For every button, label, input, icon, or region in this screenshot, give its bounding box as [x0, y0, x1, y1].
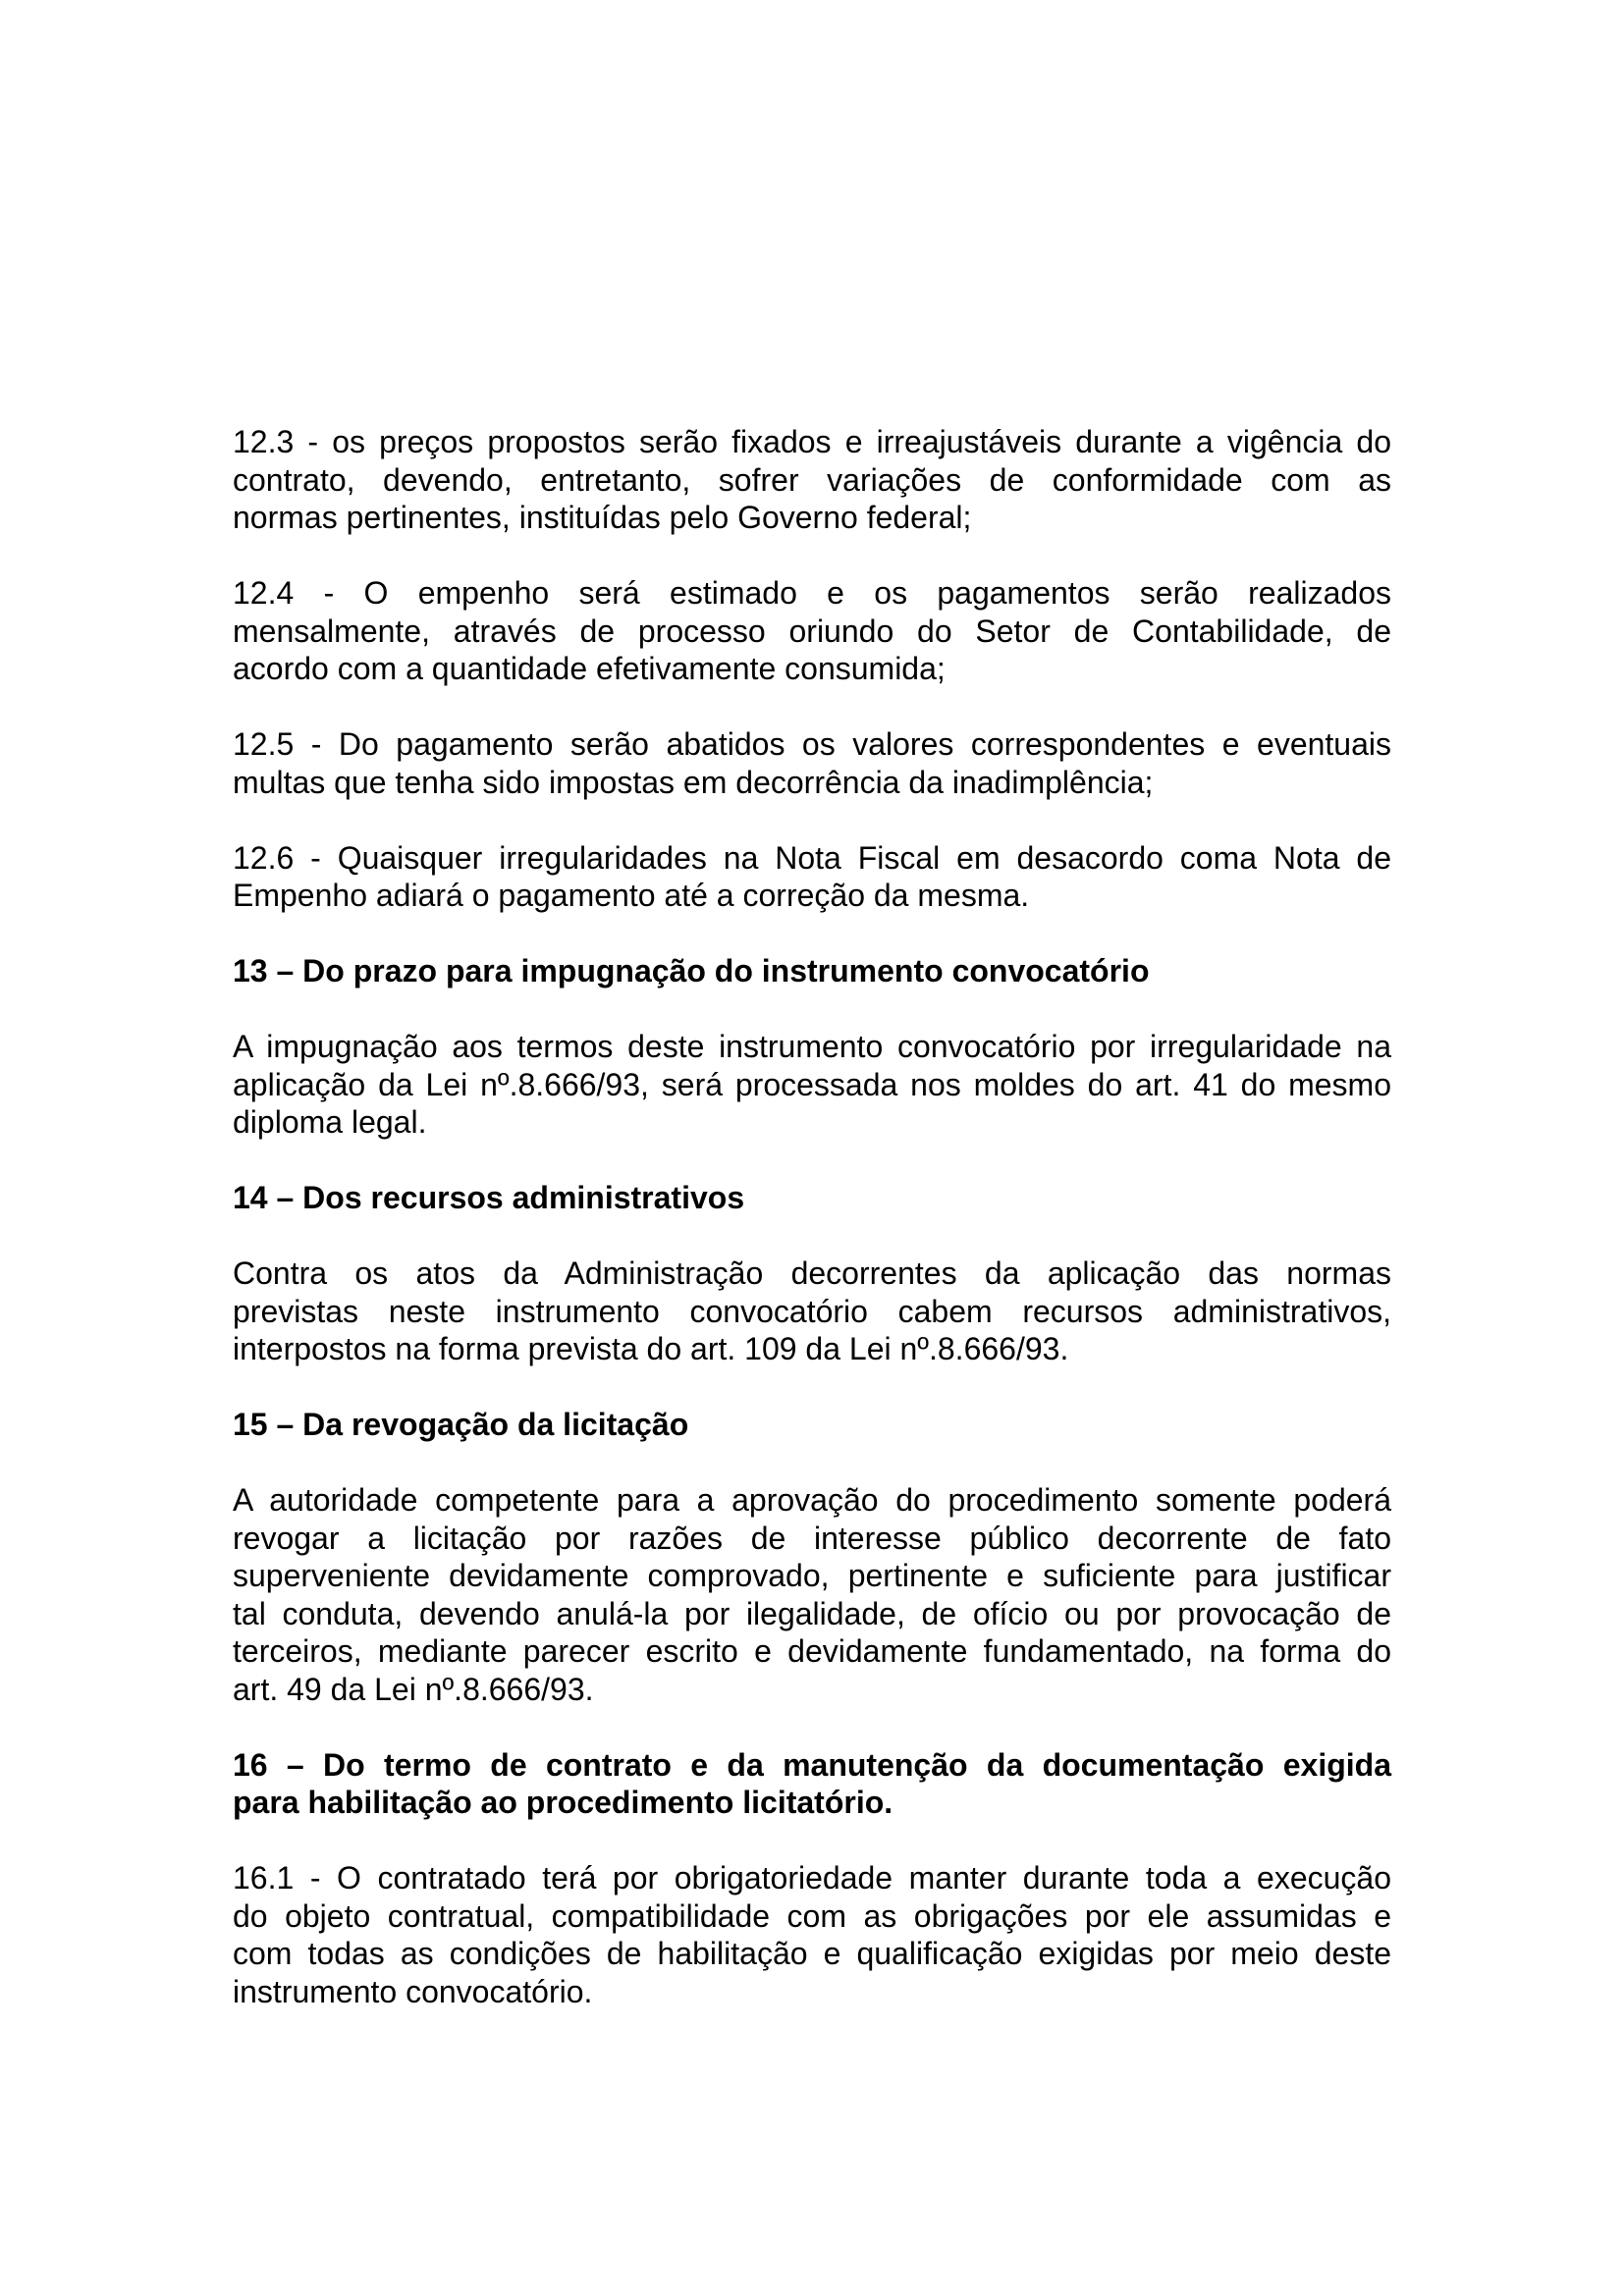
clause-12-3	[233, 423, 1391, 537]
heading-16	[233, 1746, 1391, 1822]
clause-12-3-line-3: normas pertinentes, instituídas pelo Governo federal;	[233, 500, 972, 535]
heading-16-line-2: para habilitação ao procedimento licitatório.	[233, 1785, 893, 1820]
heading-16-line-1: 16 – Do termo de contrato e da manutenção da documentação exigida	[233, 1746, 1391, 1783]
clause-12-4-line-2: mensalmente, através de processo oriundo do Setor de Contabilidade, de	[233, 613, 1391, 649]
heading-13-line-1: 13 – Do prazo para impugnação do instrumento convocatório	[233, 953, 1150, 988]
clause-12-4-line-1: 12.4 - O empenho será estimado e os pagamentos serão realizados	[233, 575, 1391, 611]
clause-16-1	[233, 1859, 1391, 2010]
paragraph-13-body	[233, 1028, 1391, 1142]
heading-14-line-1: 14 – Dos recursos administrativos	[233, 1180, 745, 1215]
clause-12-6-line-2: Empenho adiará o pagamento até a correção da mesma.	[233, 878, 1030, 913]
paragraph-13-body-line-3: diploma legal.	[233, 1104, 427, 1140]
heading-13	[233, 952, 1391, 990]
clause-12-5	[233, 725, 1391, 801]
clause-12-6-line-1: 12.6 - Quaisquer irregularidades na Nota Fiscal em desacordo coma Nota de	[233, 839, 1391, 876]
clause-16-1-line-1: 16.1 - O contratado terá por obrigatoriedade manter durante toda a execução	[233, 1860, 1391, 1896]
paragraph-15-body-line-3: superveniente devidamente comprovado, pertinente e suficiente para justificar	[233, 1558, 1391, 1593]
paragraph-15-body-line-6: art. 49 da Lei nº.8.666/93.	[233, 1671, 594, 1707]
paragraph-15-body-line-2: revogar a licitação por razões de interesse público decorrente de fato	[233, 1520, 1391, 1556]
clause-12-4-line-3: acordo com a quantidade efetivamente consumida;	[233, 651, 946, 686]
heading-14	[233, 1179, 1391, 1217]
clause-12-3-line-2: contrato, devendo, entretanto, sofrer variações de conformidade com as	[233, 461, 1391, 498]
paragraph-14-body-line-3: interpostos na forma prevista do art. 109 da Lei nº.8.666/93.	[233, 1331, 1069, 1366]
clause-16-1-line-2: do objeto contratual, compatibilidade com as obrigações por ele assumidas e	[233, 1897, 1391, 1934]
paragraph-14-body-line-2: previstas neste instrumento convocatório cabem recursos administrativos,	[233, 1293, 1391, 1329]
paragraph-14-body	[233, 1255, 1391, 1368]
paragraph-15-body	[233, 1481, 1391, 1708]
paragraph-15-body-line-1: A autoridade competente para a aprovação do procedimento somente poderá	[233, 1482, 1391, 1518]
paragraph-15-body-line-5: terceiros, mediante parecer escrito e devidamente fundamentado, na forma do	[233, 1633, 1391, 1669]
clause-16-1-line-4: instrumento convocatório.	[233, 1973, 593, 2009]
paragraph-13-body-line-2: aplicação da Lei nº.8.666/93, será processada nos moldes do art. 41 do mesmo	[233, 1066, 1391, 1102]
clause-12-5-line-2: multas que tenha sido impostas em decorrência da inadimplência;	[233, 764, 1154, 800]
document-text	[233, 423, 1391, 2049]
heading-15-line-1: 15 – Da revogação da licitação	[233, 1407, 689, 1442]
paragraph-14-body-line-1: Contra os atos da Administração decorrentes da aplicação das normas	[233, 1255, 1391, 1291]
paragraph-15-body-line-4: tal conduta, devendo anulá-la por ilegalidade, de ofício ou por provocação de	[233, 1595, 1391, 1631]
clause-12-4	[233, 574, 1391, 688]
clause-12-3-line-1: 12.3 - os preços propostos serão fixados e irreajustáveis durante a vigência do	[233, 424, 1391, 459]
heading-15	[233, 1406, 1391, 1444]
clause-12-6	[233, 839, 1391, 915]
clause-16-1-line-3: com todas as condições de habilitação e qualificação exigidas por meio deste	[233, 1936, 1391, 1971]
paragraph-13-body-line-1: A impugnação aos termos deste instrumento convocatório por irregularidade na	[233, 1029, 1391, 1064]
clause-12-5-line-1: 12.5 - Do pagamento serão abatidos os valores correspondentes e eventuais	[233, 726, 1391, 762]
